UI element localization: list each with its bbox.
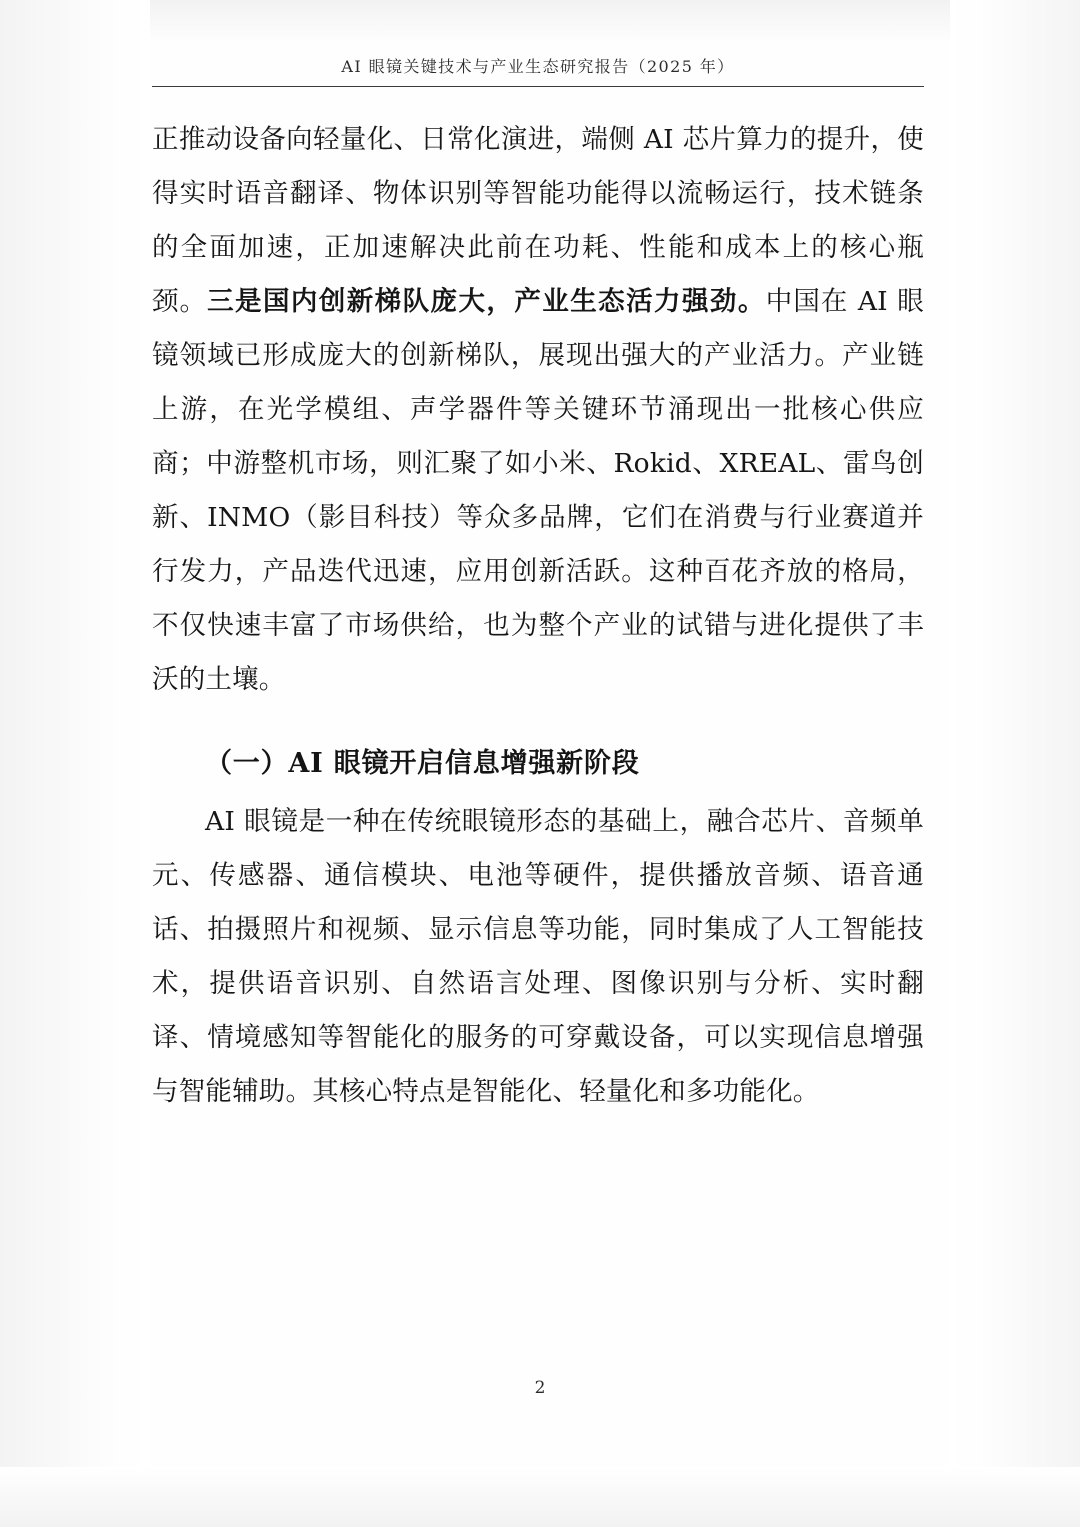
paper-edge-right: [950, 0, 1080, 1527]
running-header-title: AI 眼镜关键技术与产业生态研究报告（2025 年）: [341, 57, 735, 76]
paragraph-1-run-2-bold: 三是国内创新梯队庞大，产业生态活力强劲。: [207, 286, 766, 318]
paper-edge-top: [0, 0, 1080, 46]
paragraph-1: [152, 113, 924, 707]
paragraph-2: [152, 795, 924, 1119]
paragraph-1-run-1: 正推动设备向轻量化、日常化演进，端侧 AI 芯片算力的提升，使得实时语音翻译、物体识别等智能功能得以流畅运行，技术链条的全面加速，正加速解决此前在功耗、性能和成本上的核心瓶颈。: [152, 124, 924, 318]
section-heading: （一）AI 眼镜开启信息增强新阶段: [205, 748, 640, 780]
paragraph-1-run-3: 中国在 AI 眼镜领域已形成庞大的创新梯队，展现出强大的产业活力。产业链上游，在光学模组、声学器件等关键环节涌现出一批核心供应商；中游整机市场，则汇聚了如小米、Rokid、XREAL、雷鸟创新、INMO（影目科技）等众多品牌，它们在消费与行业赛道并行发力，产品迭代迅速，应用创新活跃。这种百花齐放的格局，不仅快速丰富了市场供给，也为整个产业的试错与进化提供了丰沃的土壤。: [152, 286, 925, 696]
page-number: 2: [534, 1378, 546, 1398]
paper-edge-left: [0, 0, 150, 1527]
running-header: [152, 56, 924, 87]
page-content-area: [152, 56, 924, 1119]
body-text-area: [152, 113, 924, 1119]
paper-edge-bottom: [0, 1467, 1080, 1527]
paragraph-2-run-1: AI 眼镜是一种在传统眼镜形态的基础上，融合芯片、音频单元、传感器、通信模块、电池等硬件，提供播放音频、语音通话、拍摄照片和视频、显示信息等功能，同时集成了人工智能技术，提供语音识别、自然语言处理、图像识别与分析、实时翻译、情境感知等智能化的服务的可穿戴设备，可以实现信息增强与智能辅助。其核心特点是智能化、轻量化和多功能化。: [152, 806, 924, 1108]
